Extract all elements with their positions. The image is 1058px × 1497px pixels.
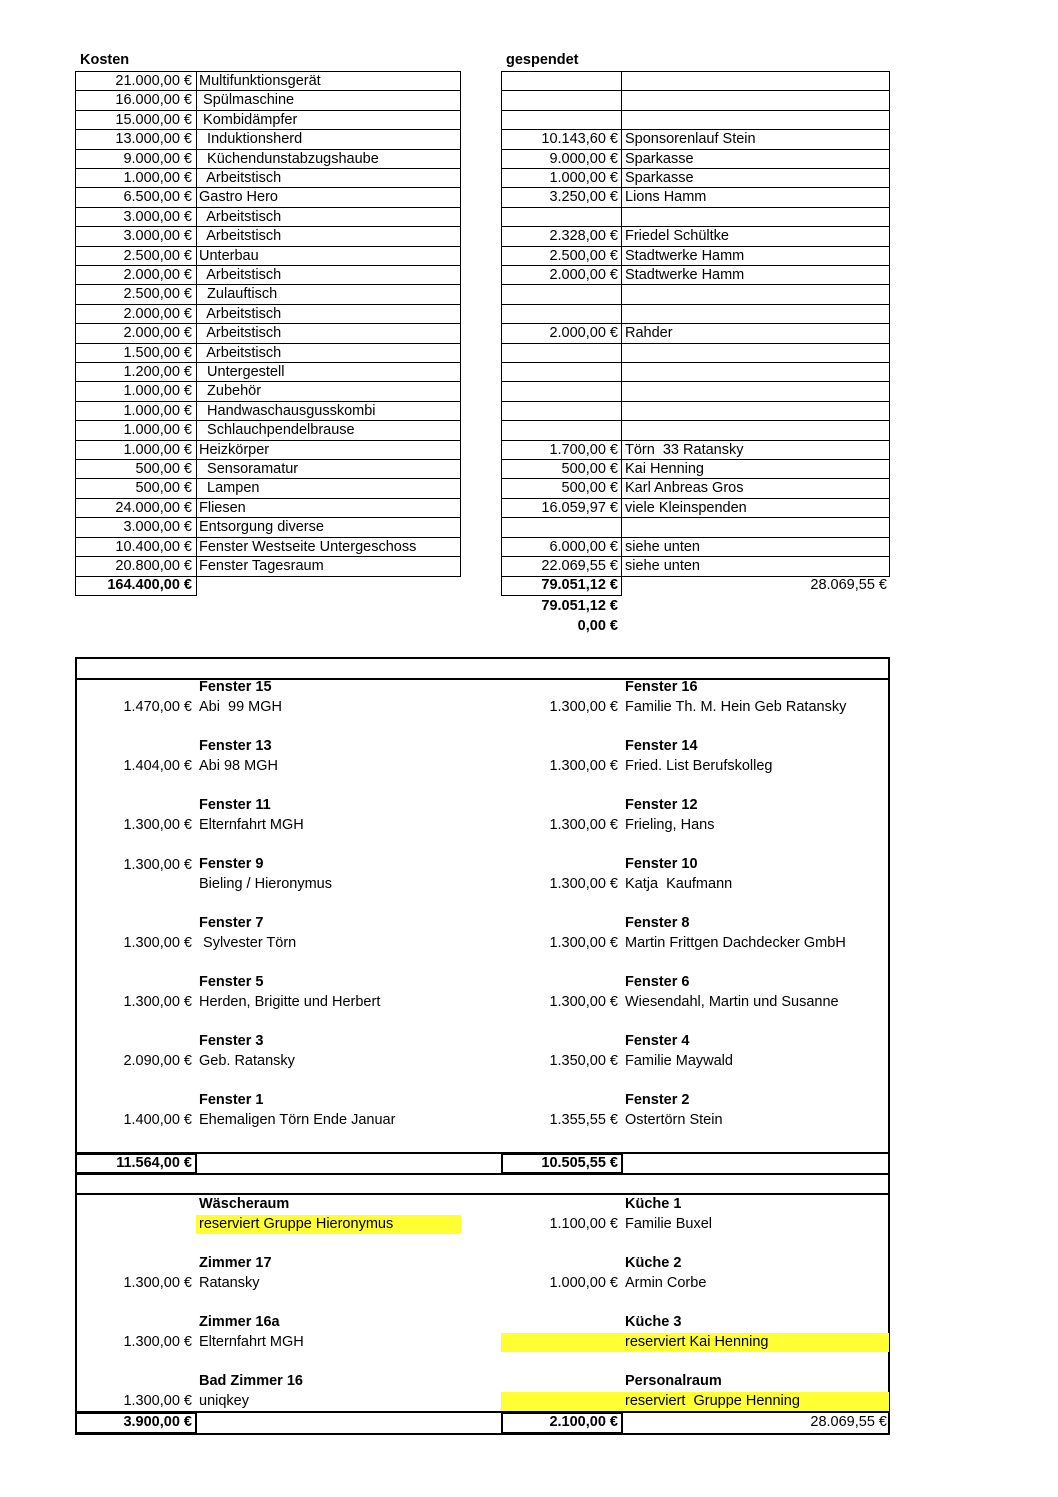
- left-amount: 1.300,00 €: [123, 994, 192, 1010]
- cost-amount: 1.200,00 €: [123, 364, 192, 380]
- donation-amount: 6.000,00 €: [549, 539, 618, 555]
- cost-item: Arbeitstisch: [199, 267, 282, 283]
- left-amount: 2.090,00 €: [123, 1053, 192, 1069]
- donation-row-line: [501, 304, 890, 305]
- right-heading: Küche 1: [625, 1196, 682, 1212]
- left-amount: 1.400,00 €: [123, 1112, 192, 1128]
- right-amount: 1.350,00 €: [549, 1053, 618, 1069]
- windows-total-bottom-border: [75, 1173, 890, 1175]
- rooms-total-far: 28.069,55 €: [810, 1414, 887, 1430]
- cost-item: Fenster Tagesraum: [199, 558, 324, 574]
- cost-item: Schlauchpendelbrause: [199, 422, 355, 438]
- donation-amount: 1.000,00 €: [549, 170, 618, 186]
- cost-amount: 3.000,00 €: [123, 519, 192, 535]
- donation-amount: 2.000,00 €: [549, 325, 618, 341]
- total-donation: 79.051,12 €: [541, 577, 618, 593]
- left-heading: Bad Zimmer 16: [199, 1373, 303, 1389]
- donation-amount: 500,00 €: [561, 480, 618, 496]
- right-donor: Martin Frittgen Dachdecker GmbH: [625, 935, 846, 951]
- donation-row-line: [501, 381, 890, 382]
- donation-amount: 1.700,00 €: [549, 442, 618, 458]
- donation-amount: 22.069,55 €: [541, 558, 618, 574]
- cost-amount: 1.000,00 €: [123, 383, 192, 399]
- right-donor: Familie Buxel: [625, 1216, 713, 1232]
- cost-item: Arbeitstisch: [199, 170, 282, 186]
- left-heading: Fenster 3: [199, 1033, 264, 1049]
- right-donor: reserviert Gruppe Henning: [625, 1393, 800, 1409]
- right-donor: reserviert Kai Henning: [625, 1334, 769, 1350]
- cost-item: Entsorgung diverse: [199, 519, 324, 535]
- gespendet-title: gespendet: [506, 52, 579, 68]
- total-cost: 164.400,00 €: [107, 577, 192, 593]
- section-left-border: [75, 657, 77, 1435]
- left-heading: Zimmer 17: [199, 1255, 272, 1271]
- right-amount: 1.300,00 €: [549, 994, 618, 1010]
- cost-item: Spülmaschine: [199, 92, 295, 108]
- section-header-border: [75, 678, 890, 680]
- left-heading: Fenster 9: [199, 856, 264, 872]
- left-heading: Fenster 7: [199, 915, 264, 931]
- cost-item: Arbeitstisch: [199, 345, 282, 361]
- right-amount: 1.300,00 €: [549, 699, 618, 715]
- rooms-total-left: 3.900,00 €: [123, 1414, 192, 1430]
- cost-amount: 1.000,00 €: [123, 170, 192, 186]
- cost-amount: 1.500,00 €: [123, 345, 192, 361]
- left-heading: Wäscheraum: [199, 1196, 290, 1212]
- windows-total-left: 11.564,00 €: [116, 1155, 192, 1171]
- cost-amount: 500,00 €: [135, 461, 192, 477]
- donation-amount: 9.000,00 €: [549, 151, 618, 167]
- donation-amount: 3.250,00 €: [549, 189, 618, 205]
- right-amount: 1.300,00 €: [549, 758, 618, 774]
- donation-amount: 2.000,00 €: [549, 267, 618, 283]
- cost-item: Heizkörper: [199, 442, 270, 458]
- right-heading: Fenster 10: [625, 856, 698, 872]
- donor-name: Lions Hamm: [625, 189, 707, 205]
- left-donor: Abi 98 MGH: [199, 758, 278, 774]
- cost-item: Induktionsherd: [199, 131, 303, 147]
- donor-name: Rahder: [625, 325, 673, 341]
- kosten-title: Kosten: [80, 52, 130, 68]
- cost-amount: 1.000,00 €: [123, 422, 192, 438]
- cost-amount: 2.000,00 €: [123, 267, 192, 283]
- donor-name: Kai Henning: [625, 461, 704, 477]
- left-amount: 1.404,00 €: [123, 758, 192, 774]
- right-amount: 1.000,00 €: [549, 1275, 618, 1291]
- cost-amount: 15.000,00 €: [115, 112, 192, 128]
- right-heading: Fenster 6: [625, 974, 690, 990]
- left-donor: Bieling / Hieronymus: [199, 876, 332, 892]
- right-amount: 1.355,55 €: [549, 1112, 618, 1128]
- left-donor: Abi 99 MGH: [199, 699, 282, 715]
- donation-row-line: [501, 110, 890, 111]
- donor-name: Karl Anbreas Gros: [625, 480, 744, 496]
- cost-item: Arbeitstisch: [199, 228, 282, 244]
- cost-amount: 9.000,00 €: [123, 151, 192, 167]
- cost-amount: 16.000,00 €: [115, 92, 192, 108]
- left-donor: Herden, Brigitte und Herbert: [199, 994, 381, 1010]
- left-heading: Fenster 11: [199, 797, 271, 813]
- cost-item: Arbeitstisch: [199, 306, 282, 322]
- subtotal-1: 79.051,12 €: [541, 598, 618, 614]
- donation-amount: 500,00 €: [561, 461, 618, 477]
- donation-row-line: [501, 420, 890, 421]
- cost-item: Unterbau: [199, 248, 259, 264]
- right-heading: Fenster 8: [625, 915, 690, 931]
- cost-amount: 3.000,00 €: [123, 209, 192, 225]
- donation-row-line: [501, 362, 890, 363]
- cost-item: Handwaschausgusskombi: [199, 403, 376, 419]
- donation-col-divider: [621, 71, 622, 577]
- cost-amount: 2.500,00 €: [123, 248, 192, 264]
- cost-amount: 2.000,00 €: [123, 325, 192, 341]
- donor-name: Stadtwerke Hamm: [625, 267, 745, 283]
- donation-row-line: [501, 343, 890, 344]
- cost-amount: 21.000,00 €: [115, 73, 192, 89]
- cost-item: Arbeitstisch: [199, 325, 282, 341]
- cost-col-divider: [196, 71, 197, 577]
- left-amount: 1.470,00 €: [123, 699, 192, 715]
- cost-amount: 2.000,00 €: [123, 306, 192, 322]
- left-amount: 1.300,00 €: [123, 1275, 192, 1291]
- left-heading: Fenster 1: [199, 1092, 264, 1108]
- donation-row-line: [501, 401, 890, 402]
- donor-name: Sparkasse: [625, 151, 694, 167]
- donation-amount: 2.500,00 €: [549, 248, 618, 264]
- rooms-total-right: 2.100,00 €: [549, 1414, 618, 1430]
- cost-amount: 1.000,00 €: [123, 442, 192, 458]
- donation-amount: 2.328,00 €: [549, 228, 618, 244]
- right-heading: Fenster 16: [625, 679, 698, 695]
- left-amount: 1.300,00 €: [123, 1334, 192, 1350]
- left-donor: uniqkey: [199, 1393, 249, 1409]
- cost-item: Zulauftisch: [199, 286, 278, 302]
- cost-amount: 20.800,00 €: [115, 558, 192, 574]
- right-donor: Fried. List Berufskolleg: [625, 758, 773, 774]
- left-heading: Fenster 15: [199, 679, 272, 695]
- section-top-border: [75, 657, 890, 659]
- right-donor: Katja Kaufmann: [625, 876, 733, 892]
- right-amount: 1.300,00 €: [549, 935, 618, 951]
- cost-item: Fenster Westseite Untergeschoss: [199, 539, 417, 555]
- cost-amount: 500,00 €: [135, 480, 192, 496]
- cost-item: Zubehör: [199, 383, 262, 399]
- left-donor: reserviert Gruppe Hieronymus: [199, 1216, 394, 1232]
- section-bottom-border: [75, 1433, 890, 1435]
- left-heading: Fenster 5: [199, 974, 264, 990]
- right-amount: 1.300,00 €: [549, 817, 618, 833]
- cost-amount: 1.000,00 €: [123, 403, 192, 419]
- donor-name: Sparkasse: [625, 170, 694, 186]
- cost-item: Küchendunstabzugshaube: [199, 151, 379, 167]
- left-amount: 1.300,00 €: [123, 935, 192, 951]
- windows-total-top-border: [75, 1152, 890, 1154]
- fenster9-amount: 1.300,00 €: [123, 857, 192, 873]
- donor-name: Sponsorenlauf Stein: [625, 131, 756, 147]
- left-amount: 1.300,00 €: [123, 1393, 192, 1409]
- right-amount: 1.300,00 €: [549, 876, 618, 892]
- right-donor: Familie Th. M. Hein Geb Ratansky: [625, 699, 847, 715]
- left-amount: 1.300,00 €: [123, 817, 192, 833]
- donation-row-line: [501, 207, 890, 208]
- donor-name: Törn 33 Ratansky: [625, 442, 744, 458]
- cost-amount: 10.400,00 €: [115, 539, 192, 555]
- right-heading: Fenster 4: [625, 1033, 690, 1049]
- right-heading: Fenster 2: [625, 1092, 690, 1108]
- cost-item: Sensoramatur: [199, 461, 299, 477]
- cost-amount: 6.500,00 €: [123, 189, 192, 205]
- donor-name: Stadtwerke Hamm: [625, 248, 745, 264]
- total-right-value: 28.069,55 €: [810, 577, 887, 593]
- left-heading: Fenster 13: [199, 738, 272, 754]
- cost-item: Lampen: [199, 480, 260, 496]
- right-amount: 1.100,00 €: [549, 1216, 618, 1232]
- rooms-top-border: [75, 1193, 890, 1195]
- section-right-border: [888, 657, 890, 1435]
- cost-amount: 2.500,00 €: [123, 286, 192, 302]
- donation-amount: 10.143,60 €: [541, 131, 618, 147]
- right-heading: Personalraum: [625, 1373, 722, 1389]
- donation-row-line: [501, 90, 890, 91]
- cost-item: Multifunktionsgerät: [199, 73, 321, 89]
- left-donor: Sylvester Törn: [199, 935, 297, 951]
- windows-total-right: 10.505,55 €: [541, 1155, 618, 1171]
- cost-amount: 13.000,00 €: [115, 131, 192, 147]
- right-heading: Fenster 12: [625, 797, 698, 813]
- right-donor: Wiesendahl, Martin und Susanne: [625, 994, 839, 1010]
- donor-name: Friedel Schültke: [625, 228, 729, 244]
- subtotal-2: 0,00 €: [577, 618, 618, 634]
- right-donor: Armin Corbe: [625, 1275, 707, 1291]
- cost-amount: 3.000,00 €: [123, 228, 192, 244]
- donation-amount: 16.059,97 €: [541, 500, 618, 516]
- right-donor: Familie Maywald: [625, 1053, 733, 1069]
- left-donor: Ratansky: [199, 1275, 260, 1291]
- donor-name: siehe unten: [625, 558, 700, 574]
- cost-item: Gastro Hero: [199, 189, 278, 205]
- donor-name: viele Kleinspenden: [625, 500, 747, 516]
- left-donor: Geb. Ratansky: [199, 1053, 295, 1069]
- cost-item: Arbeitstisch: [199, 209, 282, 225]
- left-donor: Ehemaligen Törn Ende Januar: [199, 1112, 396, 1128]
- left-heading: Zimmer 16a: [199, 1314, 280, 1330]
- right-heading: Küche 3: [625, 1314, 682, 1330]
- cost-item: Fliesen: [199, 500, 246, 516]
- left-donor: Elternfahrt MGH: [199, 817, 304, 833]
- right-donor: Ostertörn Stein: [625, 1112, 723, 1128]
- left-donor: Elternfahrt MGH: [199, 1334, 304, 1350]
- donor-name: siehe unten: [625, 539, 700, 555]
- cost-item: Untergestell: [199, 364, 285, 380]
- cost-item: Kombidämpfer: [199, 112, 298, 128]
- right-donor: Frieling, Hans: [625, 817, 715, 833]
- cost-amount: 24.000,00 €: [115, 500, 192, 516]
- right-heading: Fenster 14: [625, 738, 698, 754]
- right-heading: Küche 2: [625, 1255, 682, 1271]
